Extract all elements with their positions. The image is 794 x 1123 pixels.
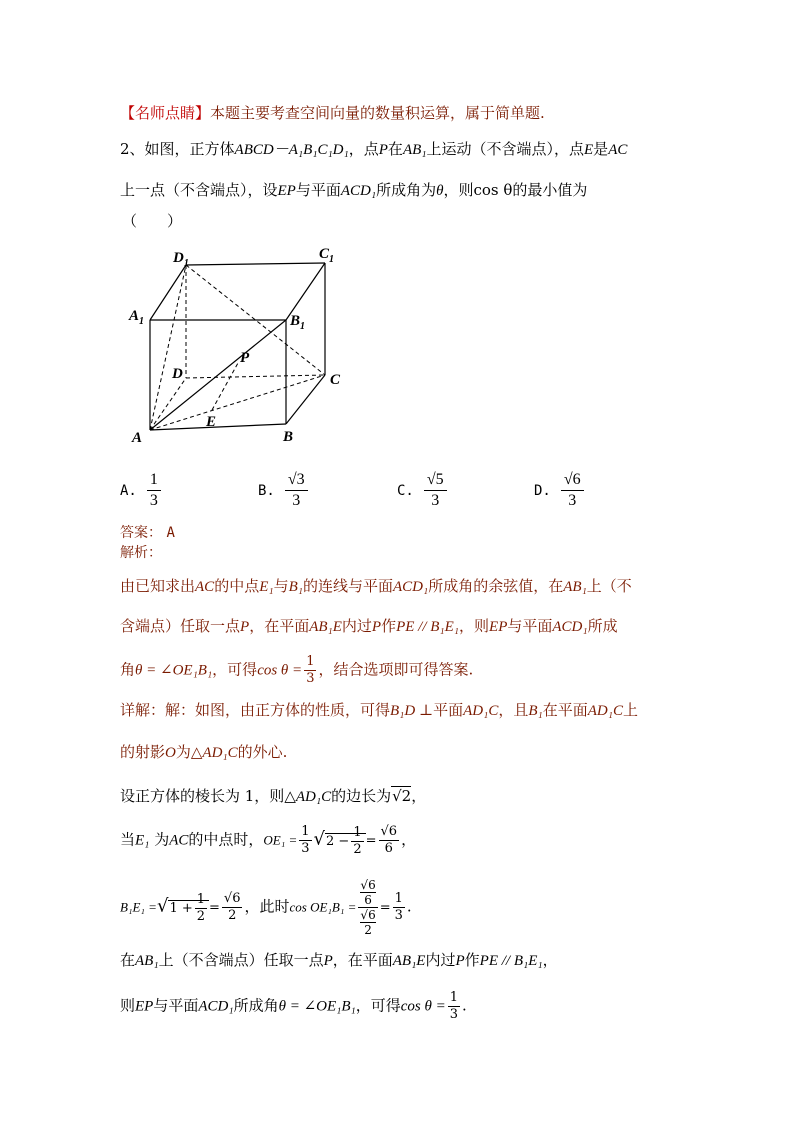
label-e: E	[206, 414, 217, 430]
question-text: ，则	[443, 181, 474, 199]
point-e: E	[584, 142, 594, 158]
cube-figure	[125, 240, 355, 450]
analysis-line-3: 角θ = ∠OE₁B₁，可得cos θ = $\frac{1}{3}$ ，结合选项即可得答案.	[120, 654, 474, 686]
option-c-value: $\frac{√5}{3}$	[424, 470, 447, 511]
label-c: C	[330, 372, 341, 388]
label-p: P	[240, 350, 250, 366]
teacher-note	[120, 103, 545, 123]
answer-value: A	[166, 525, 175, 541]
question-text: 在	[387, 140, 403, 158]
option-b-value: $\frac{√3}{3}$	[285, 470, 308, 511]
answer-bracket: （ ）	[122, 212, 183, 230]
question-text: 所成角为	[376, 181, 437, 199]
segment-ep: EP	[277, 183, 296, 199]
question-text: 是	[593, 140, 609, 158]
edge-b1c1	[286, 263, 325, 320]
answer-label: 答案：	[120, 525, 162, 541]
point-p: P	[378, 142, 388, 158]
label-d1: $D_1$	[173, 250, 189, 269]
edge-ab	[150, 424, 286, 430]
edge-dc-hidden	[186, 375, 325, 378]
option-a-label: A.	[120, 483, 137, 499]
analysis-line-1: 由已知求出AC的中点E₁与B₁的连线与平面ACD₁所成角的余弦值，在AB₁上（不	[120, 577, 632, 595]
segment-ac	[150, 375, 325, 430]
option-a[interactable]	[120, 470, 161, 511]
theta: θ	[436, 183, 444, 199]
option-c[interactable]	[397, 470, 447, 511]
question-line-1	[120, 139, 627, 160]
label-d: D	[172, 366, 183, 382]
label-a1: $A_1$	[129, 308, 145, 327]
detail-line-7: 则EP与平面ACD₁所成角θ = ∠OE₁B₁，可得cos θ = $\frac{1}{3}$ .	[120, 990, 467, 1022]
question-text: 上运动（不含端点），点	[426, 140, 584, 158]
segment-ac: AC	[608, 142, 628, 158]
option-d-value: $\frac{√6}{3}$	[561, 470, 584, 511]
detail-line-6: 在AB₁上（不含端点）任取一点P，在平面AB₁E内过P作PE // B₁E₁，	[120, 951, 558, 969]
detail-line-1: 详解：解：如图，由正方体的性质，可得B₁D ⊥平面AD₁C，且B₁在平面AD₁C上	[120, 701, 638, 719]
detail-line-5: B₁E₁ =√1 + $\frac{1}{2}$ = $\frac{√6}{2}$ ，此时cos OE₁B₁ = √6 6 √6 2 = $\frac{1}{3}$ .	[120, 878, 412, 937]
detail-line-3: 设正方体的棱长为 1，则△AD₁C的边长为√2，	[120, 787, 427, 805]
teacher-note-tag: 【名师点睛】	[120, 104, 211, 122]
teacher-note-text: 本题主要考查空间向量的数量积运算，属于简单题.	[210, 104, 545, 122]
option-b[interactable]	[258, 470, 308, 511]
option-c-label: C.	[397, 483, 414, 499]
detail-line-2: 的射影O为△AD₁C的外心.	[120, 743, 288, 761]
edge-a1d1	[150, 265, 186, 320]
label-a: A	[132, 430, 143, 446]
option-a-value: $\frac{1}{3}$	[147, 470, 161, 511]
edge-ad-hidden	[150, 378, 186, 430]
cube-name: ABCD－A₁B₁C₁D₁	[234, 142, 349, 158]
segment-ab1: AB₁	[402, 142, 427, 158]
detail-line-4: 当E₁ 为AC的中点时，OE₁ = $\frac{1}{3}$ √2 − $\frac{1}{2}$ = $\frac{√6}{6}$ ，	[120, 824, 417, 857]
cos-theta: cos θ	[473, 181, 513, 199]
analysis-label: 解析：	[120, 545, 162, 561]
question-number-text: 2、如图，正方体	[120, 140, 235, 158]
option-d-label: D.	[534, 483, 551, 499]
question-text: 与平面	[295, 181, 341, 199]
answer-line	[120, 525, 175, 541]
question-text: ，点	[348, 140, 379, 158]
label-b: B	[283, 429, 294, 445]
question-text: 上一点（不含端点），设	[120, 181, 278, 199]
question-text: 的最小值为	[512, 181, 588, 199]
edge-d1c1	[186, 263, 325, 265]
label-c1: $C_1$	[319, 246, 335, 265]
analysis-line-2: 含端点）任取一点P，在平面AB₁E内过P作PE // B₁E₁，则EP与平面ACD₁所成	[120, 617, 618, 635]
question-line-2	[120, 180, 587, 201]
diagonal-ab1	[150, 320, 286, 430]
option-b-label: B.	[258, 483, 275, 499]
plane-acd1: ACD₁	[340, 183, 377, 199]
label-b1: $B_1$	[290, 313, 306, 332]
edge-bc	[286, 375, 325, 424]
option-d[interactable]	[534, 470, 584, 511]
